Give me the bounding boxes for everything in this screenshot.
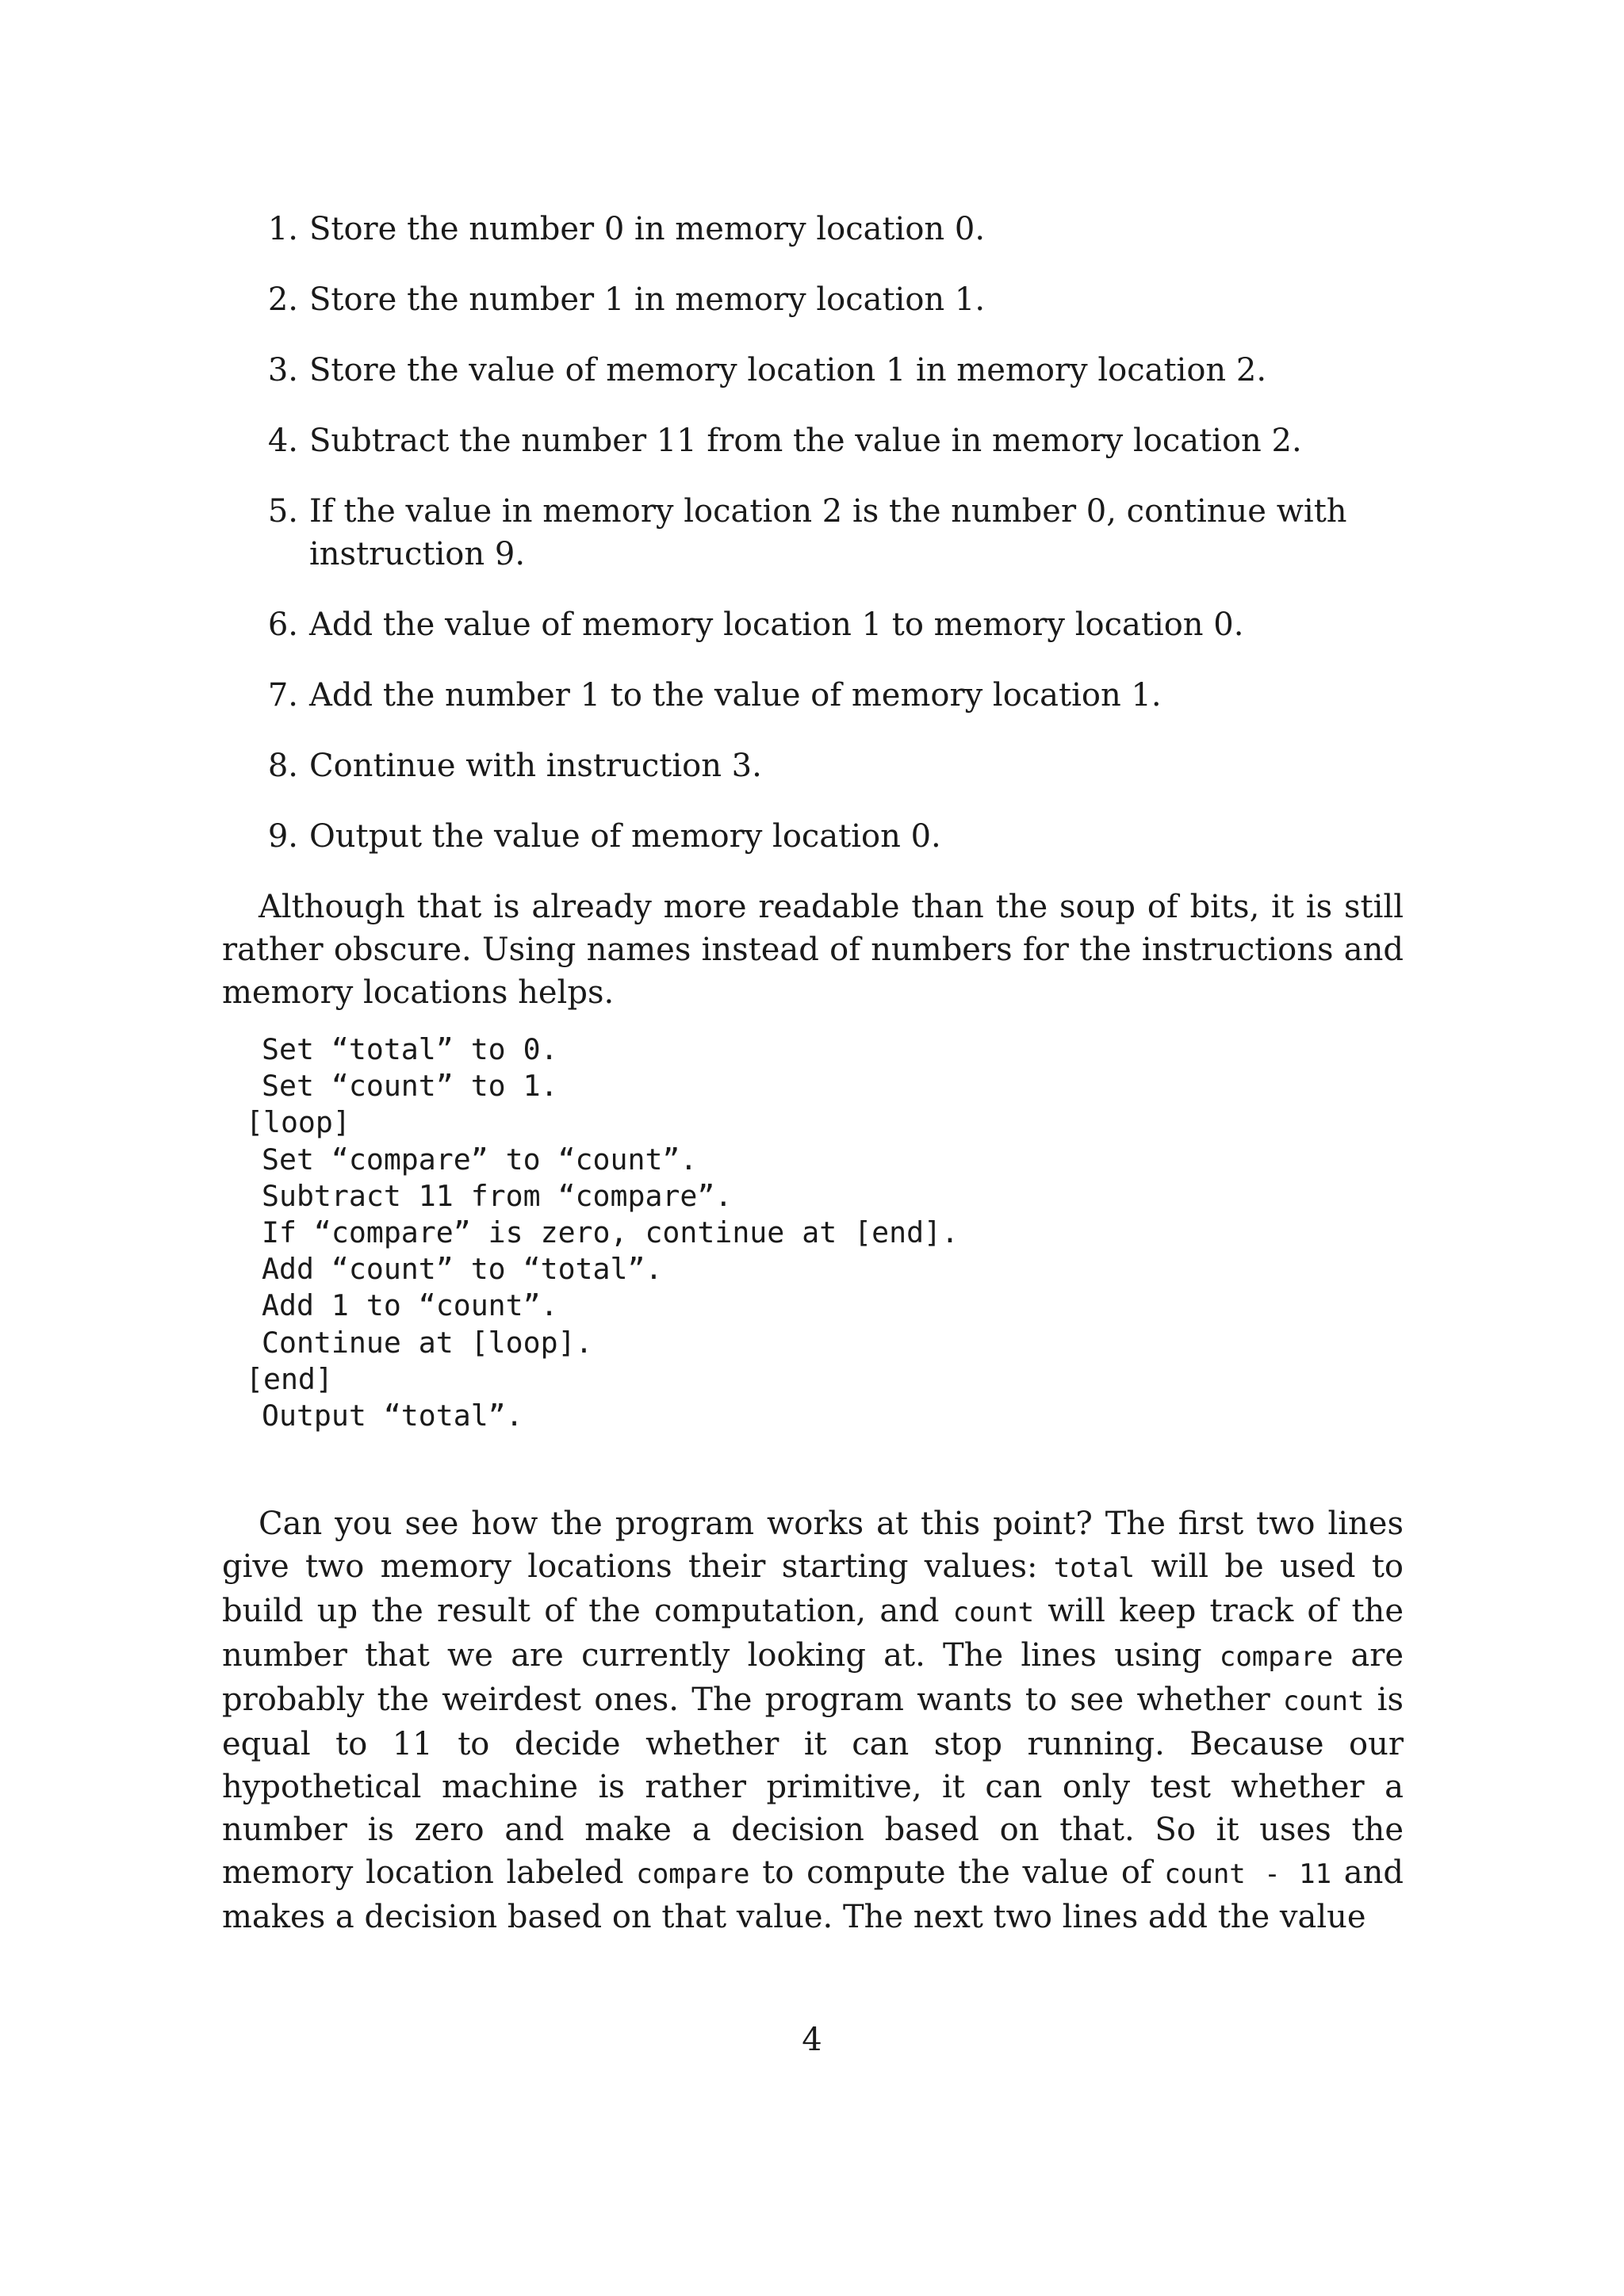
list-text: Add the number 1 to the value of memory location 1.: [309, 677, 1162, 714]
list-text: Continue with instruction 3.: [309, 748, 762, 784]
list-text: Output the value of memory location 0.: [309, 818, 941, 855]
list-item: [222, 490, 1404, 576]
code-line: Set “total” to 0.: [262, 1032, 558, 1066]
page-content: [222, 208, 1404, 1938]
instruction-list: [222, 208, 1404, 858]
code-line: Continue at [loop].: [262, 1325, 593, 1360]
inline-code: compare: [636, 1858, 750, 1891]
code-label: [end]: [246, 1361, 333, 1396]
text-run: is equal to 11 to decide whether it can stop running. Because our hypothetical machine is rather primitive, it can only test whether a number is zero and make a decision based on that. So it uses the memory location labeled: [222, 1682, 1404, 1892]
text-run: will keep track of the number that we are currently looking at. The lines using: [222, 1593, 1404, 1674]
list-number: 7.: [267, 677, 298, 714]
paragraph-intro: Although that is already more readable than the soup of bits, it is still rather obscure. Using names instead of numbers for the instructions and memory locations helps.: [222, 889, 1404, 1011]
list-text: If the value in memory location 2 is the number 0, continue with instruction 9.: [309, 493, 1347, 572]
inline-code: count: [952, 1597, 1035, 1629]
inline-code: count: [1283, 1686, 1365, 1718]
text-run: will be used to build up the result of the computation, and: [222, 1548, 1404, 1630]
text-run: and makes a decision based on that value. The next two lines add the value: [222, 1854, 1404, 1936]
text-run: are probably the weirdest ones. The program wants to see whether: [222, 1637, 1404, 1719]
list-item: [222, 674, 1404, 717]
code-label: [loop]: [246, 1105, 350, 1140]
inline-code: count - 11: [1164, 1858, 1332, 1891]
text-run: Can you see how the program works at this point? The first two lines give two memory locations their starting values:: [222, 1506, 1404, 1586]
list-item: [222, 349, 1404, 392]
text-run: to compute the value of: [749, 1854, 1165, 1892]
list-number: 4.: [267, 423, 298, 459]
code-line: Add 1 to “count”.: [262, 1288, 558, 1323]
list-item: [222, 603, 1404, 646]
list-item: [222, 208, 1404, 251]
inline-code: total: [1053, 1552, 1136, 1585]
list-number: 6.: [267, 607, 298, 643]
page-number: 4: [802, 2022, 822, 2058]
list-number: 5.: [267, 493, 298, 530]
list-item: [222, 419, 1404, 462]
list-number: 3.: [267, 352, 298, 388]
code-line: Set “count” to 1.: [262, 1069, 558, 1104]
list-text: Store the number 1 in memory location 1.: [309, 281, 986, 318]
code-line: If “compare” is zero, continue at [end].: [262, 1215, 959, 1250]
list-number: 2.: [267, 281, 298, 318]
list-text: Store the value of memory location 1 in memory location 2.: [309, 352, 1267, 388]
list-text: Add the value of memory location 1 to memory location 0.: [309, 607, 1244, 643]
code-block: [222, 1031, 1404, 1434]
inline-code: compare: [1219, 1641, 1334, 1674]
code-line: Set “compare” to “count”.: [262, 1142, 698, 1177]
code-line: Add “count” to “total”.: [262, 1252, 663, 1287]
list-item: [222, 744, 1404, 787]
list-number: 1.: [267, 211, 298, 247]
list-item: [222, 815, 1404, 858]
code-line: Subtract 11 from “compare”.: [262, 1178, 733, 1213]
list-text: Store the number 0 in memory location 0.: [309, 211, 986, 247]
paragraph-explanation: [222, 1502, 1404, 1938]
code-line: Output “total”.: [262, 1399, 523, 1433]
list-number: 9.: [267, 818, 298, 855]
list-text: Subtract the number 11 from the value in memory location 2.: [309, 423, 1302, 459]
list-item: [222, 278, 1404, 321]
list-number: 8.: [267, 748, 298, 784]
